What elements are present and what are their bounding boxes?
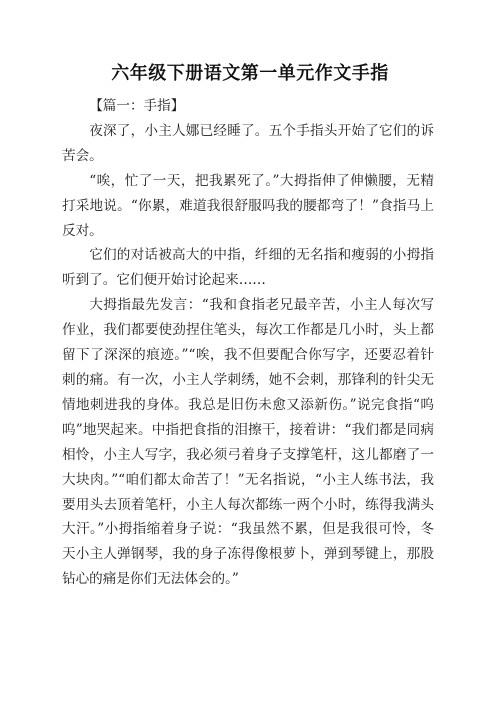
paragraph: 夜深了，小主人娜已经睡了。五个手指头开始了它们的诉苦会。: [62, 122, 434, 164]
document-title: 六年级下册语文第一单元作文手指: [111, 63, 389, 84]
section-heading: 【篇一：手指】: [89, 98, 185, 114]
paragraph: “唉，忙了一天，把我累死了。”大拇指伸了伸懒腰，无精打采地说。“你累，难道我很舒服吗我的腰都弯了！”食指马上反对。: [62, 172, 434, 239]
document-body: [62, 94, 434, 592]
paragraph: 它们的对话被高大的中指，纤细的无名指和瘦弱的小拇指听到了。它们便开始讨论起来……: [62, 247, 434, 289]
paragraph: 大拇指最先发言：“我和食指老兄最辛苦，小主人每次写作业，我们都要使劲捏住笔头，每次工作都是几小时，头上都留下了深深的痕迹。”“唉，我不但要配合你写字，还要忍着针刺的痛。有一次，小主人学刺绣，她不会刺，那锋利的针尖无情地刺进我的身体。我总是旧伤未愈又添新伤。”说完食指“呜呜”地哭起来。中指把食指的泪擦干，接着讲：“我们都是同病相怜，小主人写字，我必须弓着身子支撑笔杆，这儿都磨了一大块肉。”“咱们都太命苦了！”无名指说，“小主人练书法，我要用头去顶着笔杆，小主人每次都练一两个小时，练得我满头大汗。”小拇指缩着身子说：“我虽然不累，但是我很可怜，冬天小主人弹钢琴，我的身子冻得像根萝卜，弹到琴键上，那股钻心的痛是你们无法体会的。”: [62, 297, 434, 588]
